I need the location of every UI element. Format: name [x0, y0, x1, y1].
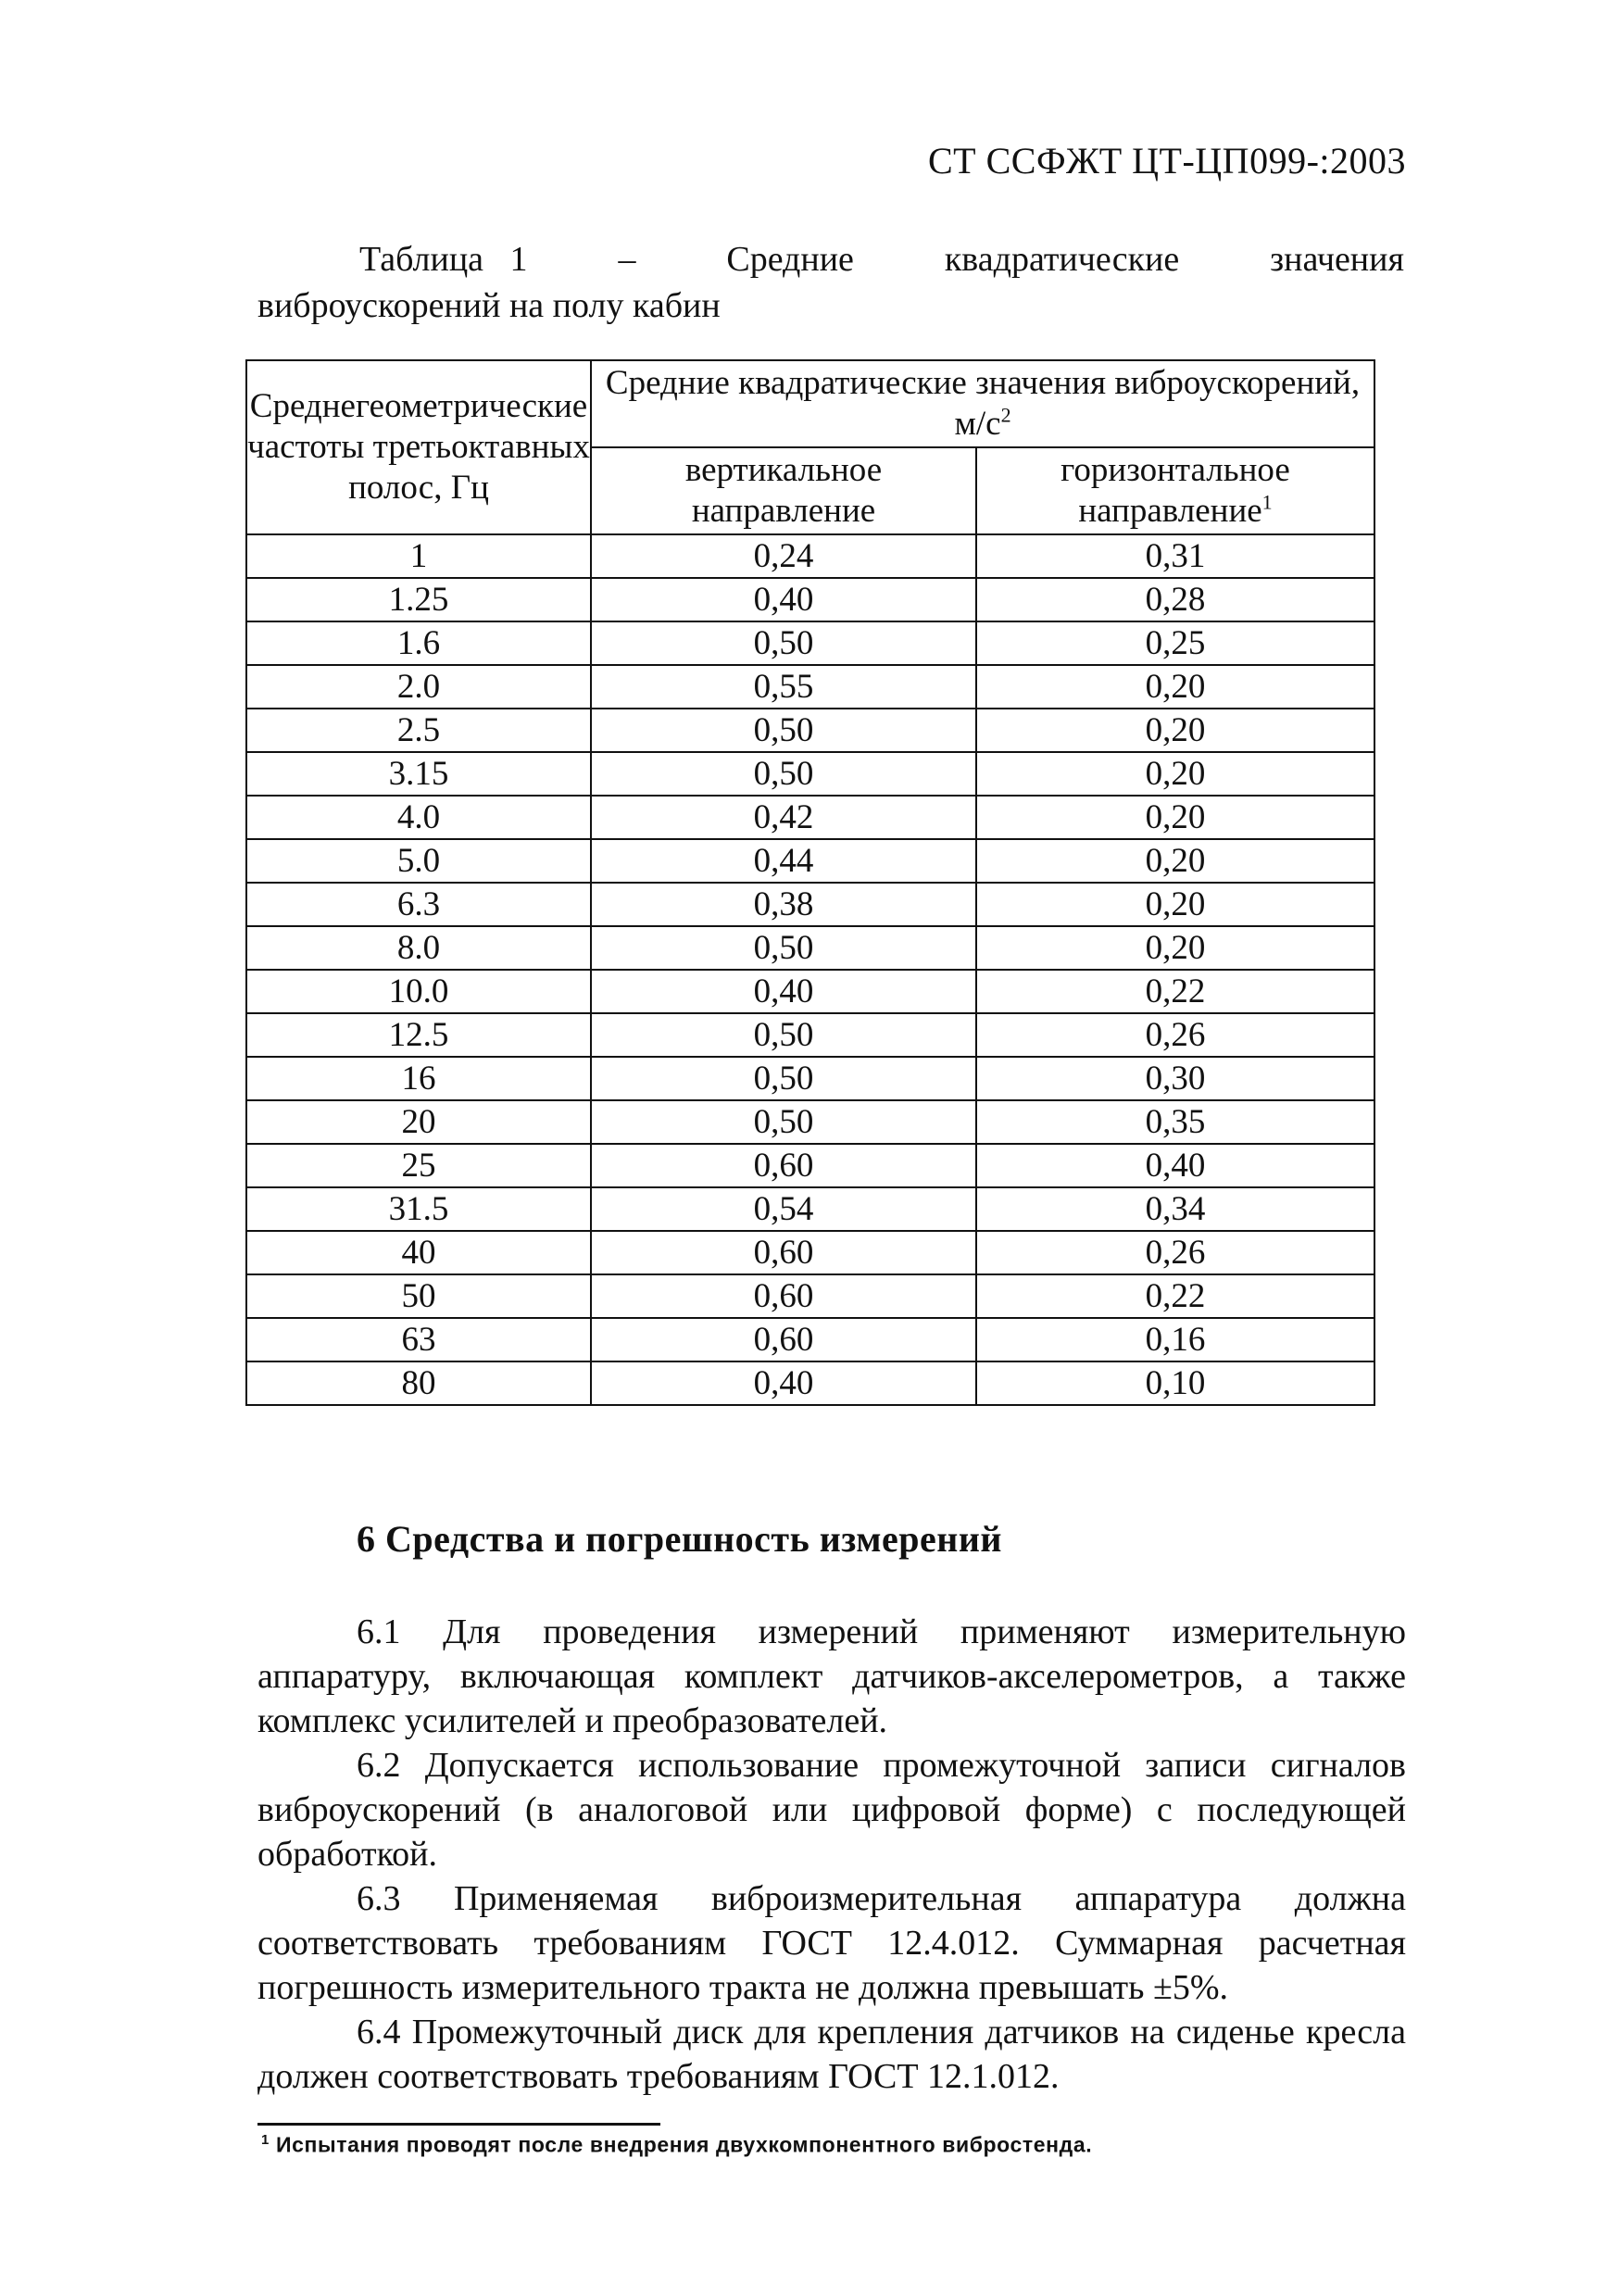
cell-frequency: 5.0 — [246, 839, 591, 883]
paragraph-6-2: 6.2 Допускается использование промежуточной записи сигналов виброускорений (в аналоговой или цифровой форме) с последующей обработкой. — [257, 1746, 1406, 1874]
cell-frequency: 40 — [246, 1231, 591, 1274]
cell-vertical: 0,50 — [591, 1100, 976, 1144]
cell-horizontal: 0,28 — [976, 578, 1374, 621]
cell-frequency: 20 — [246, 1100, 591, 1144]
table-row — [246, 1361, 1374, 1405]
cell-vertical: 0,50 — [591, 709, 976, 752]
table-row — [246, 1187, 1374, 1231]
table-row — [246, 665, 1374, 709]
table-row — [246, 621, 1374, 665]
cell-vertical: 0,60 — [591, 1231, 976, 1274]
cell-vertical: 0,55 — [591, 665, 976, 709]
caption-word-2: квадратические — [944, 240, 1180, 279]
caption-word-table: Таблица 1 — [359, 240, 528, 279]
cell-vertical: 0,50 — [591, 752, 976, 796]
cell-vertical: 0,38 — [591, 883, 976, 926]
paragraph-6-4: 6.4 Промежуточный диск для крепления датчиков на сиденье кресла должен соответствовать требованиям ГОСТ 12.1.012. — [257, 2013, 1406, 2096]
table-row — [246, 709, 1374, 752]
header-frequency: Среднегеометрические частоты третьоктавных полос, Гц — [246, 360, 591, 534]
cell-frequency: 3.15 — [246, 752, 591, 796]
cell-horizontal: 0,16 — [976, 1318, 1374, 1361]
cell-vertical: 0,50 — [591, 621, 976, 665]
paragraph-6-3: 6.3 Применяемая виброизмерительная аппаратура должна соответствовать требованиям ГОСТ 12.4.012. Суммарная расчетная погрешность измерительного тракта не должна превышать ±5%. — [257, 1879, 1406, 2007]
cell-frequency: 1.25 — [246, 578, 591, 621]
table-row — [246, 1274, 1374, 1318]
table-row — [246, 796, 1374, 839]
header-horizontal: горизонтальное направление$^1$ — [976, 447, 1374, 534]
caption-dash: – — [618, 240, 636, 279]
cell-horizontal: 0,20 — [976, 752, 1374, 796]
cell-frequency: 63 — [246, 1318, 591, 1361]
cell-horizontal: 0,20 — [976, 796, 1374, 839]
table-row — [246, 534, 1374, 578]
cell-vertical: 0,44 — [591, 839, 976, 883]
caption-word-3: значения — [1270, 240, 1404, 279]
cell-vertical: 0,40 — [591, 578, 976, 621]
cell-vertical: 0,60 — [591, 1144, 976, 1187]
cell-frequency: 8.0 — [246, 926, 591, 970]
cell-vertical: 0,60 — [591, 1318, 976, 1361]
table-row — [246, 1231, 1374, 1274]
cell-horizontal: 0,20 — [976, 665, 1374, 709]
cell-frequency: 16 — [246, 1057, 591, 1100]
table-row — [246, 1013, 1374, 1057]
cell-frequency: 2.0 — [246, 665, 591, 709]
cell-vertical: 0,54 — [591, 1187, 976, 1231]
caption-word-1: Средние — [726, 240, 854, 279]
footnote-divider — [257, 2123, 660, 2126]
cell-vertical: 0,40 — [591, 970, 976, 1013]
table-row — [246, 970, 1374, 1013]
cell-vertical: 0,42 — [591, 796, 976, 839]
cell-horizontal: 0,22 — [976, 1274, 1374, 1318]
cell-frequency: 2.5 — [246, 709, 591, 752]
table-row — [246, 839, 1374, 883]
cell-frequency: 1 — [246, 534, 591, 578]
cell-vertical: 0,50 — [591, 926, 976, 970]
table-row — [246, 883, 1374, 926]
table-row — [246, 1057, 1374, 1100]
paragraph-6-1: 6.1 Для проведения измерений применяют измерительную аппаратуру, включающая комплект датчиков-акселерометров, а также комплекс усилителей и преобразователей. — [257, 1612, 1406, 1740]
table-row — [246, 578, 1374, 621]
table-row — [246, 1100, 1374, 1144]
cell-horizontal: 0,31 — [976, 534, 1374, 578]
cell-horizontal: 0,20 — [976, 926, 1374, 970]
cell-frequency: 6.3 — [246, 883, 591, 926]
cell-horizontal: 0,26 — [976, 1013, 1374, 1057]
document-code: СТ ССФЖТ ЦТ-ЦП099-:2003 — [927, 140, 1406, 182]
cell-horizontal: 0,20 — [976, 839, 1374, 883]
table-body — [246, 534, 1374, 1405]
section-heading: 6 Средства и погрешность измерений — [357, 1518, 1002, 1560]
cell-horizontal: 0,10 — [976, 1361, 1374, 1405]
cell-horizontal: 0,20 — [976, 709, 1374, 752]
cell-frequency: 4.0 — [246, 796, 591, 839]
table-row — [246, 926, 1374, 970]
cell-frequency: 12.5 — [246, 1013, 591, 1057]
cell-vertical: 0,60 — [591, 1274, 976, 1318]
table-row — [246, 752, 1374, 796]
cell-frequency: 80 — [246, 1361, 591, 1405]
table-row — [246, 1144, 1374, 1187]
cell-frequency: 25 — [246, 1144, 591, 1187]
cell-horizontal: 0,22 — [976, 970, 1374, 1013]
cell-horizontal: 0,34 — [976, 1187, 1374, 1231]
cell-horizontal: 0,35 — [976, 1100, 1374, 1144]
cell-horizontal: 0,26 — [976, 1231, 1374, 1274]
cell-horizontal: 0,30 — [976, 1057, 1374, 1100]
cell-vertical: 0,24 — [591, 534, 976, 578]
cell-horizontal: 0,25 — [976, 621, 1374, 665]
section-body — [257, 1610, 1406, 2099]
cell-frequency: 50 — [246, 1274, 591, 1318]
cell-vertical: 0,50 — [591, 1057, 976, 1100]
cell-horizontal: 0,40 — [976, 1144, 1374, 1187]
cell-frequency: 10.0 — [246, 970, 591, 1013]
cell-horizontal: 0,20 — [976, 883, 1374, 926]
cell-vertical: 0,50 — [591, 1013, 976, 1057]
table-caption — [257, 236, 1404, 329]
table-row — [246, 1318, 1374, 1361]
vibration-table — [245, 359, 1375, 1406]
footnote: $^1$ Испытания проводят после внедрения двухкомпонентного вибростенда. — [261, 2132, 1093, 2157]
cell-vertical: 0,40 — [591, 1361, 976, 1405]
cell-frequency: 31.5 — [246, 1187, 591, 1231]
header-vertical: вертикальное направление — [591, 447, 976, 534]
cell-frequency: 1.6 — [246, 621, 591, 665]
header-rms-group: Средние квадратические значения виброускорений, $м/с^2$ — [591, 360, 1374, 447]
caption-line-2: виброускорений на полу кабин — [257, 286, 721, 325]
